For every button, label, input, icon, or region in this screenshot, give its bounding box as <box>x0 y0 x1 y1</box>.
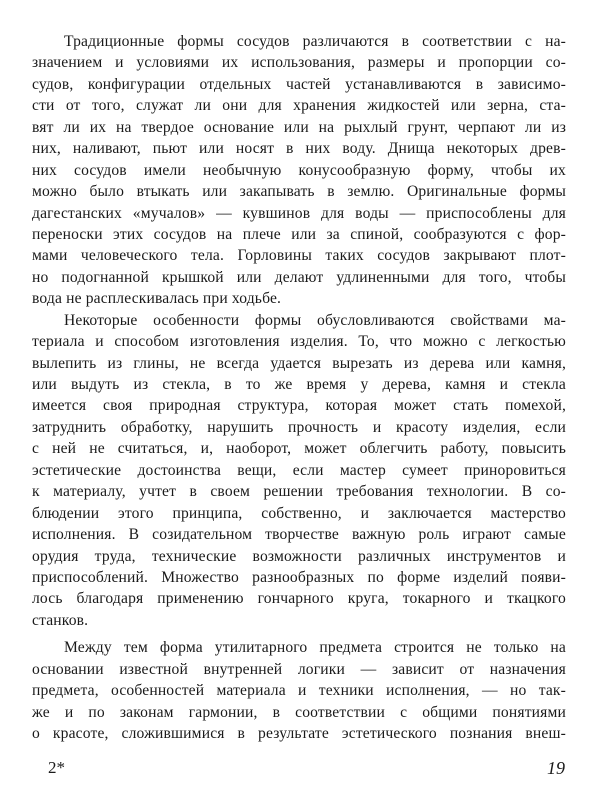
text-line: станков. <box>32 611 89 629</box>
text-line: же и по законам гармонии, в соответствии с общими понятиями <box>32 703 566 721</box>
text-line: териала и способом изготовления изделия. То, что можно с легкостью <box>32 333 566 351</box>
text-line: но подогнанной крышкой или делают удлиненными для того, чтобы <box>32 268 566 286</box>
text-line: Традиционные формы сосудов различаются в соответствии с на- <box>64 33 566 50</box>
page-footer <box>0 758 600 782</box>
text-line: основании известной внутренней логики — зависит от назначения <box>32 660 566 678</box>
text-line: орудия труда, технические возможности различных инструментов и <box>32 547 566 565</box>
text-line: переноски этих сосудов на плече или за спиной, сообразуются с фор- <box>32 225 566 243</box>
text-line: исполнения. В созидательном творчестве важную роль играют самые <box>32 526 566 544</box>
text-line: Между тем форма утилитарного предмета строится не только на <box>64 639 566 657</box>
text-line: эстетические достоинства вещи, если мастер сумеет приноровиться <box>32 461 566 479</box>
paragraph-1 <box>32 31 566 310</box>
text-line: значением и условиями их использования, размеры и пропорции со- <box>32 54 566 72</box>
text-line: Некоторые особенности формы обусловливаются свойствами ма- <box>64 311 566 329</box>
text-line: вода не расплескивалась при ходьбе. <box>32 290 282 308</box>
text-line: лось благодаря применению гончарного круга, токарного и ткацкого <box>32 590 566 608</box>
text-line: них сосудов имели необычную конусообразную форму, чтобы их <box>32 161 566 179</box>
text-line: судов, конфигурации отдельных частей устанавливаются в зависимо- <box>32 75 566 93</box>
paragraph-3 <box>32 637 566 744</box>
signature-mark: 2* <box>48 758 65 777</box>
text-line: них, наливают, пьют или носят в них воду. Днища некоторых древ- <box>32 140 566 158</box>
text-line: дагестанских «мучалов» — кувшинов для воды — приспособлены для <box>32 204 566 222</box>
text-line: затруднить обработку, нарушить прочность и красоту изделия, если <box>32 418 566 436</box>
text-line: к материалу, учтет в своем решении требования технологии. В со- <box>32 483 566 501</box>
page-number: 19 <box>547 758 565 778</box>
text-line: с ней не считаться, и, наоборот, может облегчить работу, повысить <box>32 440 566 458</box>
text-line: можно было втыкать или закапывать в землю. Оригинальные формы <box>32 183 566 201</box>
text-line: предмета, особенностей материала и техники исполнения, — но так- <box>32 682 566 700</box>
text-line: имеется своя природная структура, которая может стать помехой, <box>32 397 566 415</box>
text-line: блюдении этого принципа, собственно, и заключается мастерство <box>32 504 566 522</box>
document-body <box>32 31 566 744</box>
text-line: или выдуть из стекла, в то же время у дерева, камня и стекла <box>32 376 566 393</box>
text-line: о красоте, сложившимися в результате эстетического познания внеш- <box>32 725 566 742</box>
paragraph-2 <box>32 310 566 632</box>
text-line: сти от того, служат ли они для хранения жидкостей или зерна, ста- <box>32 97 566 115</box>
text-line: вят ли их на твердое основание или на рыхлый грунт, черпают ли из <box>32 118 566 136</box>
text-line: вылепить из глины, не всегда удается вырезать из дерева или камня, <box>32 354 566 372</box>
text-line: приспособлений. Множество разнообразных по форме изделий появи- <box>32 568 566 586</box>
text-line: мами человеческого тела. Горловины таких сосудов закрывают плот- <box>32 247 566 265</box>
